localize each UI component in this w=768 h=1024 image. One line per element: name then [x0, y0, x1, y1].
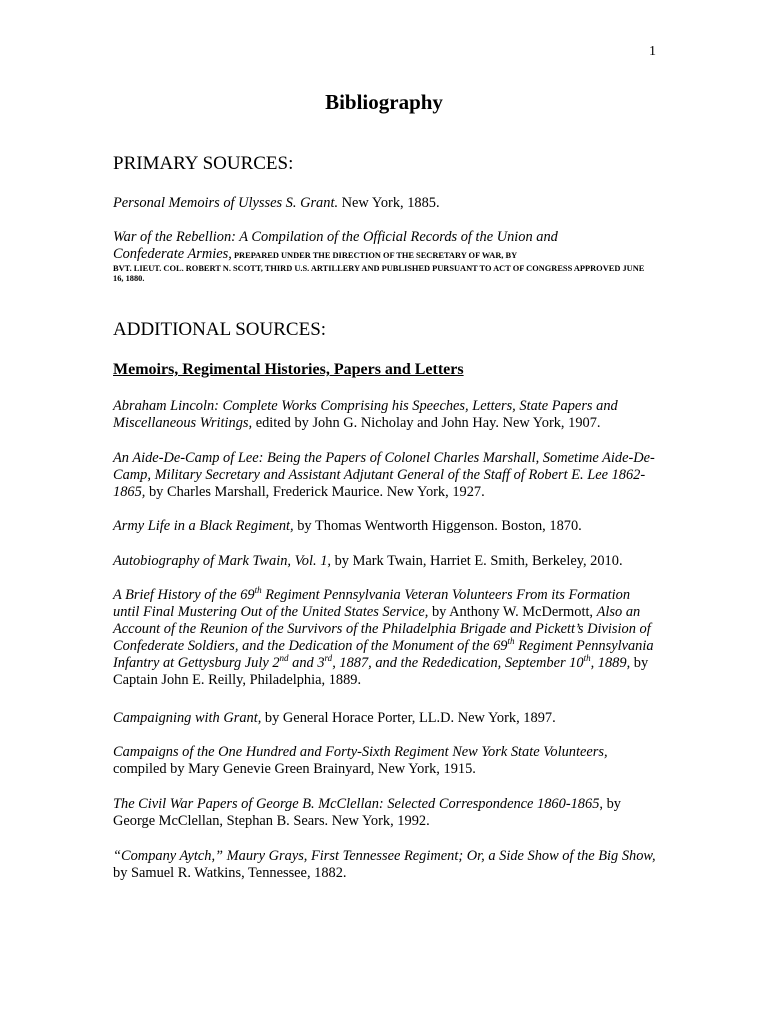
entry-title: Army Life in a Black Regiment, [113, 518, 294, 534]
entry-details: compiled by Mary Genevie Green Brainyard, New York, 1915. [113, 761, 476, 777]
entry-title: Campaigns of the One Hundred and Forty-Sixth Regiment New York State Volunteers, [113, 744, 608, 760]
ordinal-suffix: th [254, 585, 262, 596]
entry-details: New York, 1885. [338, 195, 440, 211]
entry-note: PREPARED UNDER THE DIRECTION OF THE SECRETARY OF WAR, BY [231, 251, 518, 260]
entry-details: by Samuel R. Watkins, Tennessee, 1882. [113, 865, 347, 881]
entry-title: The Civil War Papers of George B. McClellan: Selected Correspondence 1860-1865 [113, 796, 600, 812]
entry-lincoln-works [113, 398, 658, 432]
entry-mcclellan-papers [113, 796, 658, 830]
entry-details: by Thomas Wentworth Higgenson. Boston, 1870. [293, 518, 582, 534]
entry-subtitle: Also an Account of the Reunion of the Survivors of the Philadelphia Brigade and Pickett’s Division of Confederate Soldiers, and the Dedication of the Monument of the 69th Regiment Pennsylvania Infantry at Gettysburg July 2nd and 3rd, 1887, and the Rededication, September 10th, 1889, [113, 604, 654, 671]
entry-69th-regiment-history [113, 587, 658, 689]
entry-title: “Company Aytch,” Maury Grays, First Tennessee Regiment; Or, a Side Show of the Big Show, [113, 848, 656, 864]
entry-twain-autobiography [113, 553, 658, 570]
entry-title: Autobiography of Mark Twain, Vol. 1, [113, 553, 331, 569]
ordinal-suffix: nd [279, 653, 289, 664]
entry-title: A Brief History of the 69th Regiment Pennsylvania Veteran Volunteers From its Formation until Final Mustering Out of the United States Service, [113, 585, 631, 620]
entry-war-note: BVT. LIEUT. COL. ROBERT N. SCOTT, THIRD U.S. ARTILLERY AND PUBLISHED PURSUANT TO ACT OF CONGRESS APPROVED JUNE 16, 1880. [113, 264, 645, 283]
entry-details: by General Horace Porter, LL.D. New York, 1897. [261, 710, 556, 726]
entry-title: Campaigning with Grant, [113, 710, 262, 726]
primary-sources-heading: PRIMARY SOURCES: [113, 153, 294, 174]
page-number: 1 [649, 44, 656, 59]
entry-146th-regiment [113, 744, 658, 778]
entry-details: by Captain John E. Reilly, Philadelphia, 1889. [113, 655, 649, 688]
additional-sources-heading: ADDITIONAL SOURCES: [113, 319, 327, 340]
entry-details: edited by John G. Nicholay and John Hay. New York, 1907. [252, 415, 601, 431]
entry-title: Personal Memoirs of Ulysses S. Grant. [113, 195, 339, 211]
entry-title: Abraham Lincoln: Complete Works Comprising his Speeches, Letters, State Papers and Miscellaneous Writings, [113, 398, 618, 431]
entry-campaigning-with-grant [113, 710, 658, 727]
entry-company-aytch [113, 848, 658, 882]
ordinal-suffix: th [583, 653, 591, 664]
page-title: Bibliography [325, 90, 443, 114]
section-subheading: Memoirs, Regimental Histories, Papers and Letters [113, 361, 464, 378]
entry-grant-memoirs [113, 195, 658, 212]
ordinal-suffix: th [507, 636, 515, 647]
entry-title: War of the Rebellion: A Compilation of the Official Records of the Union and Confederate Armies, [113, 229, 558, 262]
ordinal-suffix: rd [324, 653, 333, 664]
entry-details: by Charles Marshall, Frederick Maurice. New York, 1927. [145, 484, 485, 500]
entry-details: , by George McClellan, Stephan B. Sears. New York, 1992. [113, 796, 621, 829]
entry-details: by Mark Twain, Harriet E. Smith, Berkeley, 2010. [331, 553, 623, 569]
entry-war-of-rebellion [113, 229, 593, 263]
entry-aide-de-camp [113, 450, 658, 501]
entry-title: An Aide-De-Camp of Lee: Being the Papers of Colonel Charles Marshall, Sometime Aide-De-Camp, Military Secretary and Assistant Adjutant General of the Staff of Robert E. Lee 1862-1865, [113, 450, 655, 500]
entry-details: by Anthony W. McDermott, [428, 604, 597, 620]
entry-army-life [113, 518, 658, 535]
